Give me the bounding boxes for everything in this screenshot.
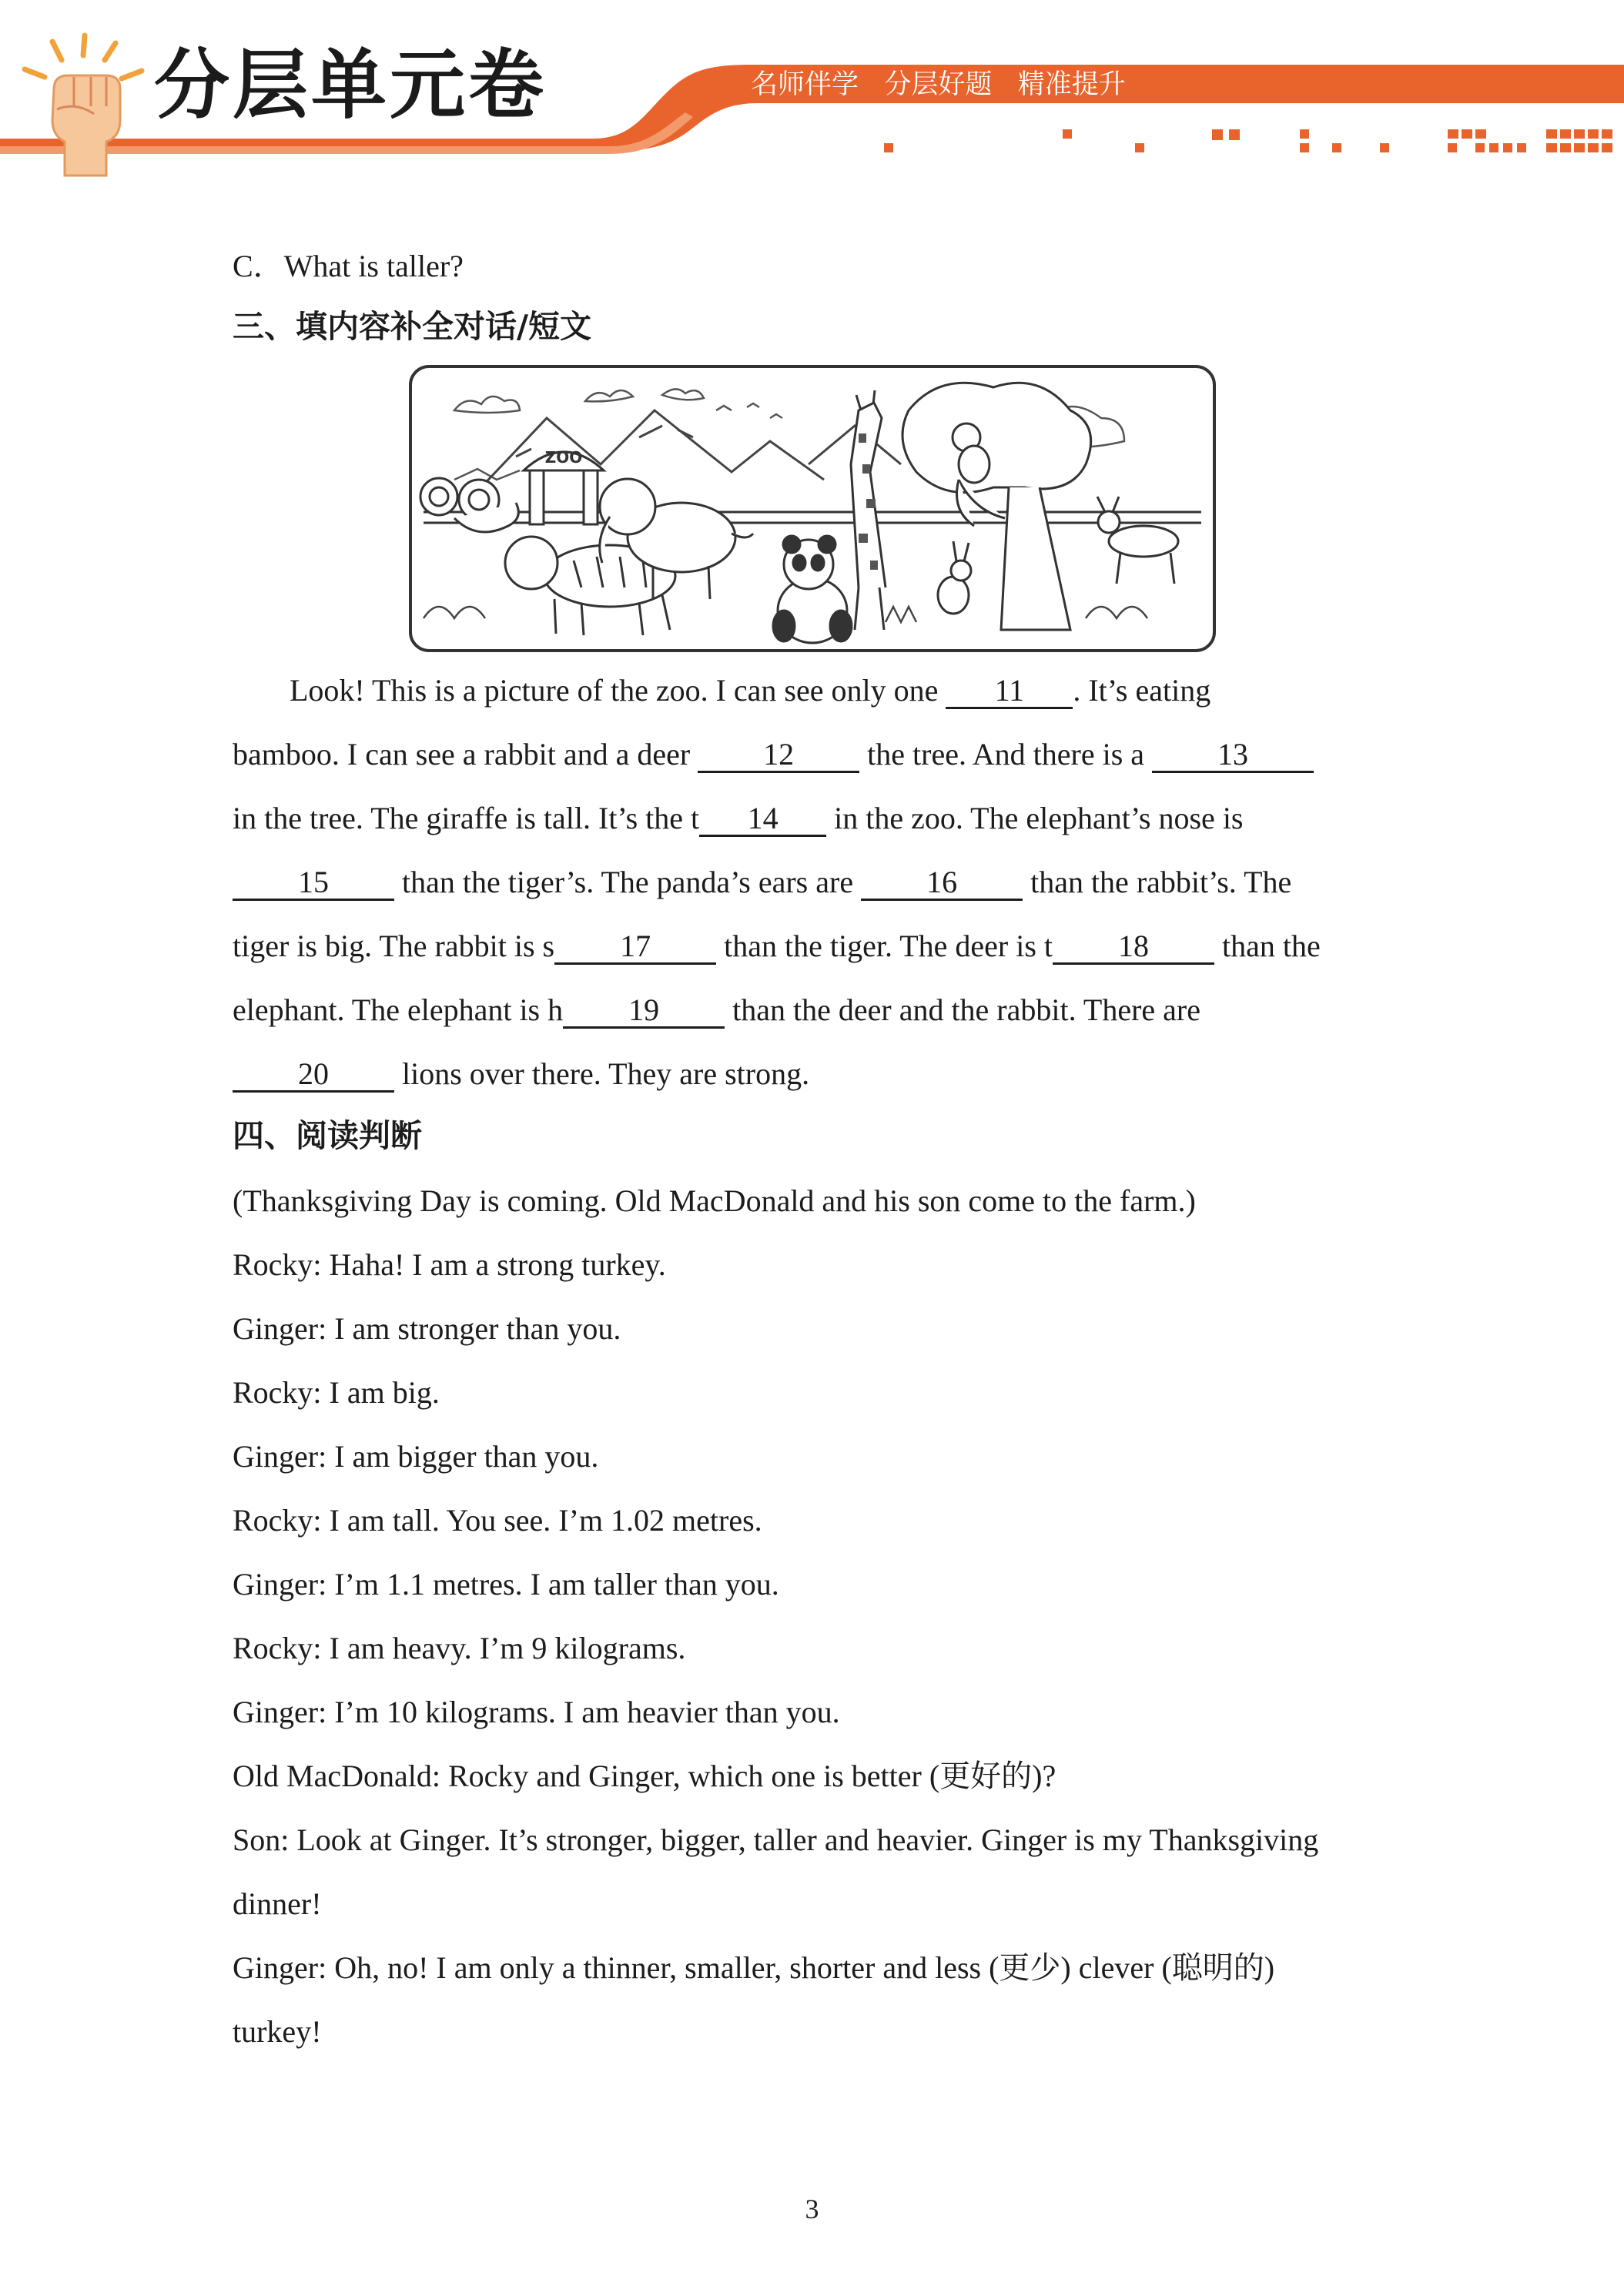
section3-heading: 三、填内容补全对话/短文 [233,308,591,345]
dialogue-line: Ginger: I am stronger than you. [233,1311,621,1346]
dialogue-line: (Thanksgiving Day is coming. Old MacDonald and his son come to the farm.) [233,1183,1196,1218]
answer-blank-14[interactable]: 14 [699,802,826,837]
dialogue-line: Son: Look at Ginger. It’s stronger, bigger, taller and heavier. Ginger is my Thanksgiving [233,1822,1319,1857]
dialogue-line: turkey! [233,2014,322,2049]
passage-text: Look! This is a picture of the zoo. I can see only one [290,673,946,708]
passage-text: than the tiger’s. The panda’s ears are [394,865,862,899]
answer-blank-15[interactable]: 15 [233,866,394,901]
passage-text: in the zoo. The elephant’s nose is [826,801,1244,835]
answer-blank-18[interactable]: 18 [1053,930,1214,965]
dialogue-line: Ginger: I’m 1.1 metres. I am taller than you. [233,1567,779,1602]
passage-text: . It’s eating [1073,673,1211,708]
passage-text: than the deer and the rabbit. There are [725,992,1200,1027]
passage-line-1 [290,674,1210,709]
question-c-option: C．What is taller? [233,249,464,283]
page-header [0,0,1624,185]
answer-blank-12[interactable]: 12 [698,738,859,773]
passage-line-4 [233,866,1291,901]
dialogue-line: Ginger: Oh, no! I am only a thinner, smaller, shorter and less (更少) clever (聪明的) [233,1950,1275,1985]
answer-blank-13[interactable]: 13 [1152,738,1314,773]
page-number: 3 [805,2194,819,2224]
passage-line-5 [233,930,1321,965]
zoo-sign-text: ZOO [544,448,583,467]
dialogue-line: dinner! [233,1886,322,1921]
passage-text: than the rabbit’s. The [1023,865,1292,899]
passage-line-7 [233,1058,809,1093]
zoo-illustration [408,364,1217,653]
fist-icon [14,29,152,183]
passage-text: lions over there. They are strong. [394,1056,810,1091]
passage-text: elephant. The elephant is h [233,992,564,1027]
passage-text: the tree. And there is a [859,737,1153,771]
answer-blank-19[interactable]: 19 [563,994,725,1029]
passage-text: in the tree. The giraffe is tall. It’s the t [233,801,700,835]
passage-line-3 [233,802,1244,837]
dialogue-line: Rocky: I am heavy. I’m 9 kilograms. [233,1631,686,1665]
answer-blank-17[interactable]: 17 [554,930,716,965]
passage-text: bamboo. I can see a rabbit and a deer [233,737,698,771]
passage-text: tiger is big. The rabbit is s [233,929,555,963]
brand-title: 分层单元卷 [154,42,547,129]
passage-line-6 [233,994,1200,1029]
passage-text: than the [1214,929,1321,963]
answer-blank-11[interactable]: 11 [946,674,1073,709]
dialogue-line: Ginger: I’m 10 kilograms. I am heavier than you. [233,1695,840,1729]
answer-blank-16[interactable]: 16 [861,866,1023,901]
dialogue-line: Rocky: I am tall. You see. I’m 1.02 metres. [233,1503,762,1538]
dialogue-line: Old MacDonald: Rocky and Ginger, which one is better (更好的)? [233,1759,1056,1793]
passage-line-2 [233,738,1314,773]
dialogue-line: Rocky: I am big. [233,1375,440,1410]
dialogue-line: Ginger: I am bigger than you. [233,1439,599,1474]
header-slogan: 名师伴学 分层好题 精准提升 [751,69,1126,100]
passage-text: than the tiger. The deer is t [716,929,1053,963]
dialogue-line: Rocky: Haha! I am a strong turkey. [233,1247,666,1282]
answer-blank-20[interactable]: 20 [233,1058,394,1093]
section4-heading: 四、阅读判断 [233,1117,422,1154]
